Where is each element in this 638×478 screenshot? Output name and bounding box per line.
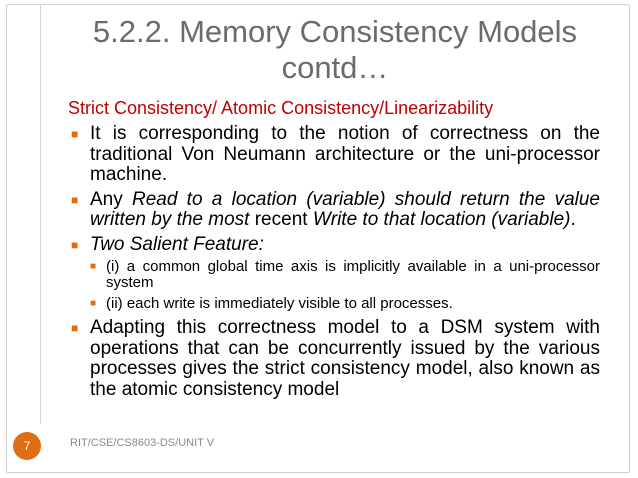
sub-bullet-text-2: (ii) each write is immediately visible to all processes.	[106, 295, 453, 312]
bullet-item-3	[70, 235, 600, 256]
bullet-text-2c: recent	[249, 209, 313, 230]
sub-bullet-item-1	[90, 259, 600, 291]
section-heading: Strict Consistency/ Atomic Consistency/Linearizability	[68, 98, 494, 118]
bullet-item-4	[70, 318, 600, 400]
square-bullet-icon: ■	[71, 237, 79, 252]
bullet-item-1	[70, 124, 600, 186]
slide-title	[70, 14, 600, 86]
bullet-text-2a: Any	[90, 188, 132, 210]
title-line-1: 5.2.2. Memory Consistency Models	[92, 14, 578, 49]
bullet-text-1: It is corresponding to the notion of correctness on the traditional Von Neumann architecture or the uni-processor machine.	[90, 123, 600, 185]
bullet-text-4: Adapting this correctness model to a DSM system with operations that can be concurrently issued by the various processes gives the strict consistency model, also known as the atomic consistency model	[90, 317, 600, 400]
bullet-item-2	[70, 190, 600, 231]
square-bullet-icon: ■	[90, 261, 97, 272]
left-divider	[40, 4, 41, 424]
square-bullet-icon: ■	[71, 127, 79, 141]
square-bullet-icon: ■	[90, 298, 97, 309]
sub-bullet-item-2	[90, 296, 600, 312]
footer-course-code: RIT/CSE/CS8603-DS/UNIT V	[70, 437, 215, 449]
bullet-text-3: Two Salient Feature:	[90, 233, 264, 255]
bullet-text-2b: Read to a location (variable) should return the value written by the most	[90, 188, 600, 230]
sub-bullet-text-1: (i) a common global time axis is implicitly available in a uni-processor system	[106, 258, 600, 291]
square-bullet-icon: ■	[71, 321, 79, 335]
bullet-text-2e: .	[570, 209, 576, 230]
sub-bullet-list	[70, 259, 600, 312]
page-number-badge: 7	[13, 432, 41, 460]
bullet-text-2d: Write to that location (variable)	[312, 209, 571, 230]
bullet-list	[70, 124, 600, 400]
square-bullet-icon: ■	[71, 192, 79, 207]
title-line-2: contd…	[281, 50, 389, 85]
